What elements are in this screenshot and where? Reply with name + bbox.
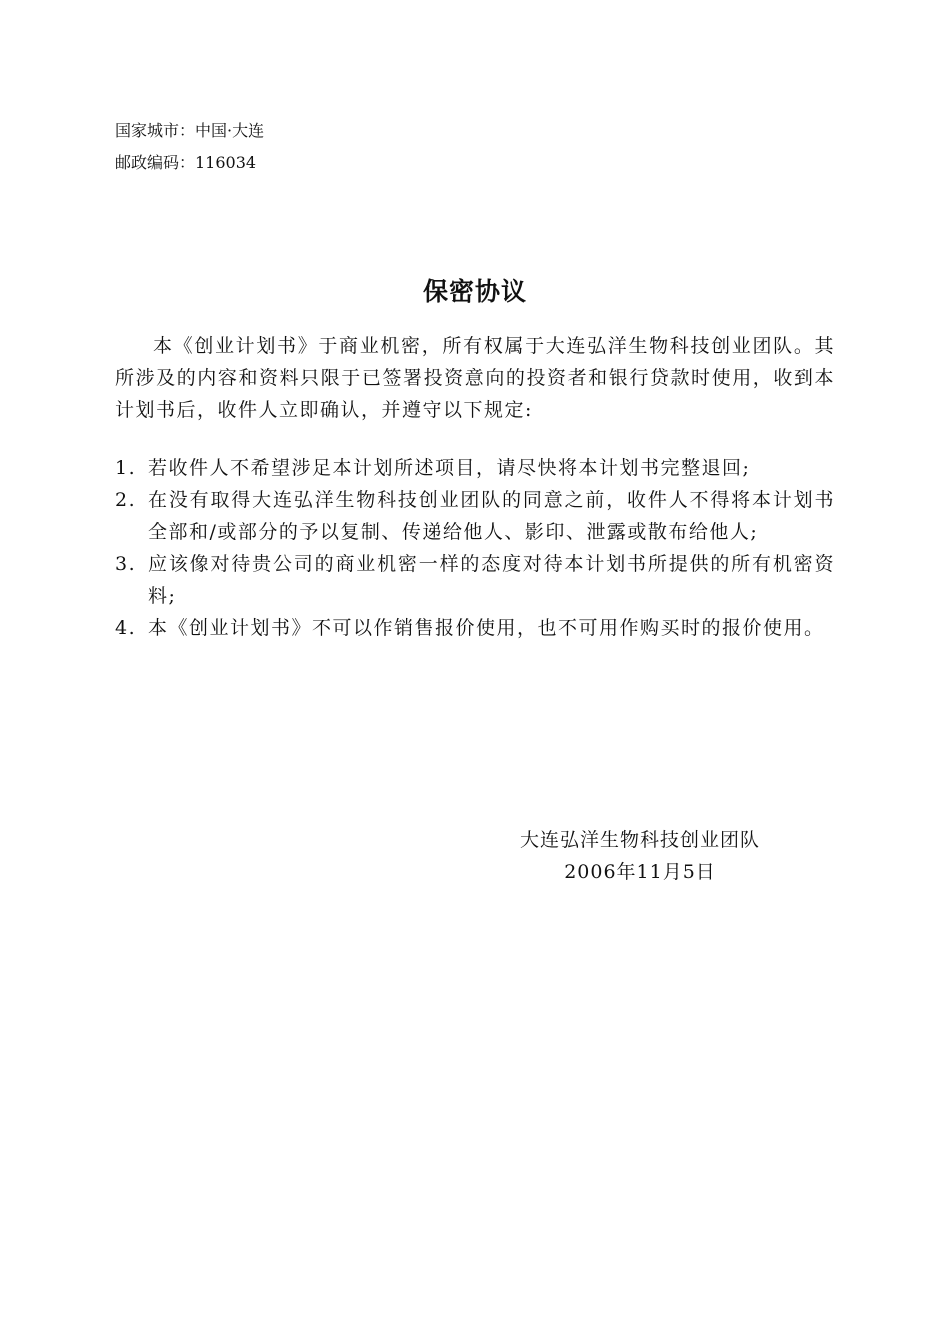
rule-number: 1. (115, 457, 137, 479)
rule-text: 若收件人不希望涉足本计划所述项目，请尽快将本计划书完整退回; (148, 457, 751, 479)
rule-text: 本《创业计划书》不可以作销售报价使用，也不可用作购买时的报价使用。 (148, 617, 825, 639)
rule-number: 4. (115, 617, 137, 639)
signature-date: 2006年11月5日 (564, 861, 716, 883)
contact-info (115, 115, 264, 179)
rule-item (115, 484, 835, 548)
signature-org: 大连弘洋生物科技创业团队 (519, 829, 760, 851)
rule-item (115, 452, 835, 484)
signature-block (490, 824, 790, 888)
rules-list (115, 452, 835, 644)
rule-text: 在没有取得大连弘洋生物科技创业团队的同意之前，收件人不得将本计划书全部和/或部分的予以复制、传递给他人、影印、泄露或散布给他人; (148, 489, 835, 543)
rule-item (115, 612, 835, 644)
postcode-line: 邮政编码：116034 (115, 153, 257, 172)
intro-paragraph: 本《创业计划书》于商业机密，所有权属于大连弘洋生物科技创业团队。其所涉及的内容和资料只限于已签署投资意向的投资者和银行贷款时使用，收到本计划书后，收件人立即确认，并遵守以下规定: (115, 335, 835, 421)
rule-number: 3. (115, 553, 137, 575)
rule-text: 应该像对待贵公司的商业机密一样的态度对待本计划书所提供的所有机密资料; (148, 553, 835, 607)
city-line: 国家城市：中国·大连 (115, 121, 265, 140)
rule-item (115, 548, 835, 612)
page-title: 保密协议 (422, 277, 527, 306)
rule-number: 2. (115, 489, 137, 511)
